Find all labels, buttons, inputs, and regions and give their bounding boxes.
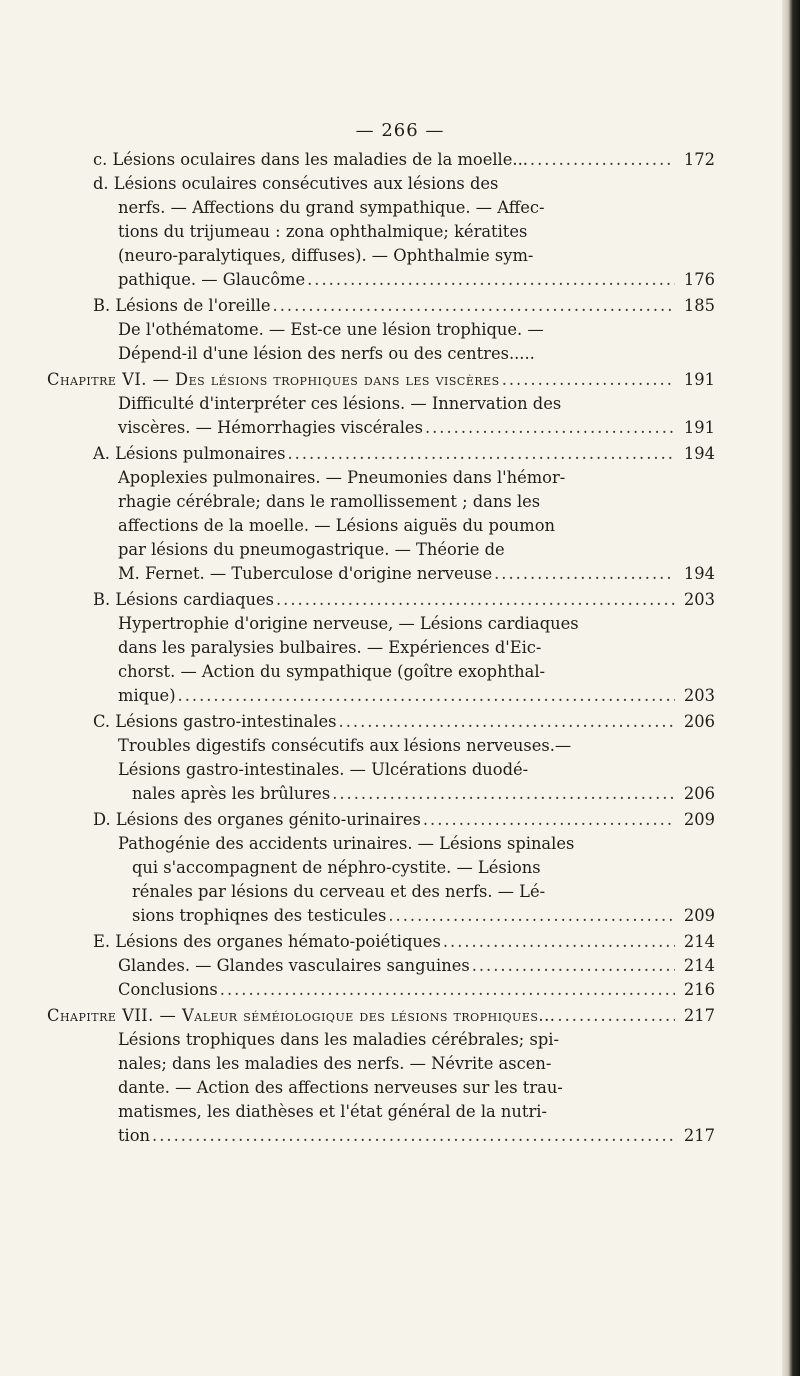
toc-page-number: 194 (683, 444, 715, 463)
toc-entry (118, 1028, 559, 1052)
toc-entry-text: tions du trijumeau : zona ophthalmique; kératites (118, 222, 528, 241)
toc-entry-text: viscères. — Hémorrhagies viscérales (118, 418, 423, 437)
dot-leader (530, 148, 675, 172)
toc-entry (118, 244, 533, 268)
toc-entry-text: dante. — Action des affections nerveuses sur les trau- (118, 1078, 563, 1097)
toc-entry-text: affections de la moelle. — Lésions aiguës du poumon (118, 516, 555, 535)
toc-entry (118, 342, 535, 366)
toc-page-number: 172 (683, 150, 715, 169)
toc-entry-text: B. Lésions de l'oreille (93, 296, 271, 315)
toc-entry (118, 318, 544, 342)
toc-entry (118, 538, 505, 562)
toc-entry (118, 978, 715, 1002)
toc-entry-text: E. Lésions des organes hémato-poiétiques (93, 932, 441, 951)
toc-entry (132, 880, 545, 904)
toc-entry-text: nerfs. — Affections du grand sympathique. — Affec- (118, 198, 545, 217)
dot-leader (423, 808, 675, 832)
dot-leader (494, 562, 675, 586)
toc-entry (93, 172, 498, 196)
page-number: — 266 — (355, 120, 445, 141)
toc-entry (118, 196, 545, 220)
toc-entry-text: D. Lésions des organes génito-urinaires (93, 810, 421, 829)
toc-entry-text: Pathogénie des accidents urinaires. — Lésions spinales (118, 834, 575, 853)
toc-entry-text: Hypertrophie d'origine nerveuse, — Lésions cardiaques (118, 614, 579, 633)
toc-entry-text: matismes, les diathèses et l'état général de la nutri- (118, 1102, 547, 1121)
toc-page-number: 217 (683, 1006, 715, 1025)
dot-leader (332, 782, 675, 806)
toc-entry (118, 220, 527, 244)
toc-entry-text: chorst. — Action du sympathique (goître exophthal- (118, 662, 546, 681)
toc-entry (118, 832, 574, 856)
toc-entry-text: mique) (118, 686, 176, 705)
toc-entry (118, 466, 565, 490)
toc-entry-text: d. Lésions oculaires consécutives aux lésions des (93, 174, 499, 193)
toc-page-number: 203 (683, 686, 715, 705)
toc-entry (118, 636, 541, 660)
toc-entry (132, 904, 715, 928)
dot-leader (502, 368, 675, 392)
toc-entry-text: C. Lésions gastro-intestinales (93, 712, 337, 731)
toc-page-number: 206 (683, 784, 715, 803)
toc-entry-text: nales; dans les maladies des nerfs. — Névrite ascen- (118, 1054, 552, 1073)
dot-leader (287, 442, 675, 466)
toc-entry (118, 954, 715, 978)
toc-entry-text: Difficulté d'interpréter ces lésions. — Innervation des (118, 394, 562, 413)
toc-entry (93, 588, 715, 612)
toc-entry-text: Conclusions (118, 980, 218, 999)
toc-entry (132, 856, 541, 880)
dot-leader (557, 1004, 675, 1028)
toc-entry (118, 490, 540, 514)
toc-entry (118, 392, 561, 416)
toc-entry-text: Troubles digestifs consécutifs aux lésions nerveuses.— (118, 736, 572, 755)
toc-entry (118, 1124, 715, 1148)
toc-entry-text: pathique. — Glaucôme (118, 270, 306, 289)
toc-page-number: 194 (683, 564, 715, 583)
dot-leader (472, 954, 675, 978)
dot-leader (178, 684, 675, 708)
toc-entry (118, 684, 715, 708)
toc-entry-text: nales après les brûlures (132, 784, 331, 803)
toc-entry-text: sions trophiqnes des testicules (132, 906, 387, 925)
toc-entry-text: qui s'accompagnent de néphro-cystite. — Lésions (132, 858, 541, 877)
toc-entry (118, 514, 555, 538)
toc-entry-text: M. Fernet. — Tuberculose d'origine nerveuse (118, 564, 493, 583)
toc-page-number: 203 (683, 590, 715, 609)
toc-entry (47, 368, 715, 392)
toc-page-number: 191 (683, 370, 715, 389)
toc-entry-text: dans les paralysies bulbaires. — Expériences d'Eic- (118, 638, 542, 657)
toc-entry-text: Apoplexies pulmonaires. — Pneumonies dans l'hémor- (118, 468, 566, 487)
toc-page-number: 214 (683, 932, 715, 951)
toc-page-number: 209 (683, 906, 715, 925)
toc-entry (93, 442, 715, 466)
dot-leader (339, 710, 675, 734)
toc-page-number: 191 (683, 418, 715, 437)
dot-leader (388, 904, 675, 928)
toc-page-number: 176 (683, 270, 715, 289)
toc-entry-text: Chapitre VI. — Des lésions trophiques dans les viscères (47, 370, 500, 389)
toc-entry (118, 612, 579, 636)
toc-page-number: 185 (683, 296, 715, 315)
toc-entry (118, 1076, 563, 1100)
toc-entry-text: Glandes. — Glandes vasculaires sanguines (118, 956, 470, 975)
toc-page-number: 216 (683, 980, 715, 999)
toc-entry (118, 268, 715, 292)
toc-entry (132, 782, 715, 806)
dot-leader (152, 1124, 675, 1148)
toc-entry (118, 1100, 547, 1124)
toc-page-number: 214 (683, 956, 715, 975)
toc-page-number: 206 (683, 712, 715, 731)
dot-leader (273, 294, 675, 318)
toc-entry (47, 1004, 715, 1028)
dot-leader (276, 588, 675, 612)
toc-entry (93, 294, 715, 318)
toc-entry (118, 758, 528, 782)
toc-entry (93, 148, 715, 172)
toc-entry-text: A. Lésions pulmonaires (93, 444, 286, 463)
toc-entry (118, 1052, 551, 1076)
dot-leader (307, 268, 675, 292)
toc-page-number: 209 (683, 810, 715, 829)
toc-entry-text: Chapitre VII. — Valeur séméiologique des lésions trophiques... (47, 1006, 556, 1025)
dot-leader (220, 978, 675, 1002)
toc-entry-text: c. Lésions oculaires dans les maladies de la moelle... (93, 150, 528, 169)
toc-entry-text: Lésions gastro-intestinales. — Ulcérations duodé- (118, 760, 529, 779)
toc-entry (118, 562, 715, 586)
toc-entry (93, 930, 715, 954)
toc-entry (93, 710, 715, 734)
page-edge-shadow (782, 0, 800, 1376)
toc-entry-text: De l'othématome. — Est-ce une lésion trophique. — (118, 320, 544, 339)
toc-entry-text: B. Lésions cardiaques (93, 590, 274, 609)
toc-entry-text: tion (118, 1126, 151, 1145)
toc-entry-text: Dépend-il d'une lésion des nerfs ou des centres..... (118, 344, 535, 363)
toc-page-number: 217 (683, 1126, 715, 1145)
toc-entry (118, 416, 715, 440)
toc-entry (93, 808, 715, 832)
toc-entry-text: par lésions du pneumogastrique. — Théorie de (118, 540, 505, 559)
toc-entry-text: (neuro-paralytiques, diffuses). — Ophthalmie sym- (118, 246, 534, 265)
toc-entry-text: Lésions trophiques dans les maladies cérébrales; spi- (118, 1030, 559, 1049)
dot-leader (425, 416, 675, 440)
toc-entry (118, 734, 571, 758)
toc-entry-text: rénales par lésions du cerveau et des nerfs. — Lé- (132, 882, 546, 901)
dot-leader (443, 930, 675, 954)
toc-entry (118, 660, 545, 684)
toc-entry-text: rhagie cérébrale; dans le ramollissement ; dans les (118, 492, 541, 511)
